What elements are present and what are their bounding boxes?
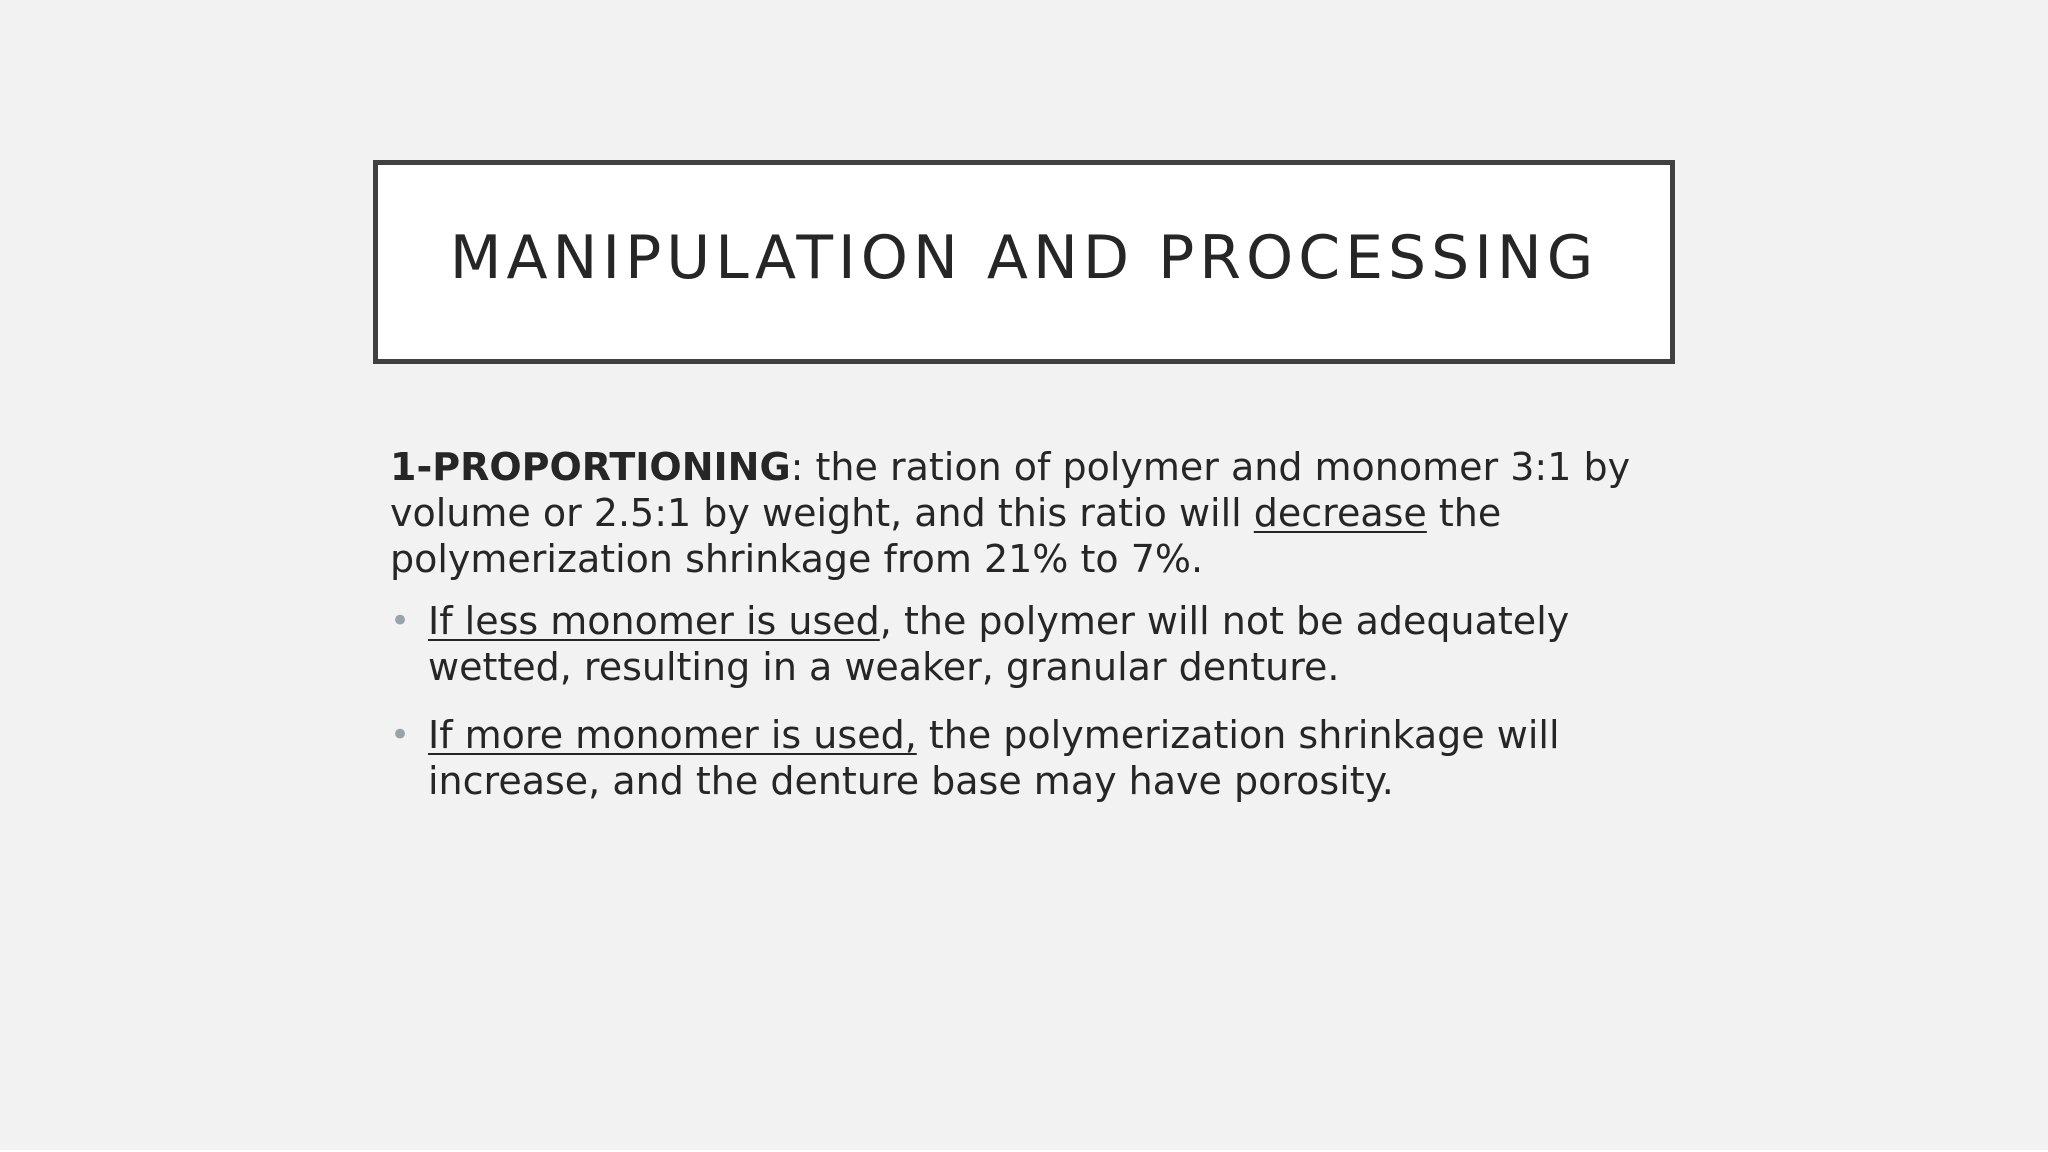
bullet-text: , the polymer will not be adequately wetted, resulting in a weaker, granular denture. — [428, 599, 1570, 689]
slide-title: MANIPULATION AND PROCESSING — [449, 223, 1599, 293]
bullet-list — [390, 598, 1660, 804]
bullet-item-more-monomer — [390, 712, 1660, 804]
intro-paragraph — [390, 444, 1660, 582]
title-box — [373, 160, 1675, 364]
intro-text-part-1: : the ration of polymer and monomer 3:1 by volume or 2.5:1 by weight, and this ratio will — [390, 445, 1631, 535]
section-heading: 1-PROPORTIONING — [390, 445, 791, 489]
slide-body — [390, 444, 1660, 826]
bullet-underlined-phrase: If more monomer is used, — [428, 713, 917, 757]
intro-underlined-word: decrease — [1253, 491, 1427, 535]
intro-text-part-2: the polymerization shrinkage from 21% to 7%. — [390, 491, 1502, 581]
bullet-dot-icon: • — [390, 715, 411, 755]
bullet-dot-icon: • — [390, 601, 411, 641]
bullet-underlined-phrase: If less monomer is used — [428, 599, 880, 643]
bullet-item-less-monomer — [390, 598, 1660, 690]
bullet-text: the polymerization shrinkage will increase, and the denture base may have porosity. — [428, 713, 1560, 803]
